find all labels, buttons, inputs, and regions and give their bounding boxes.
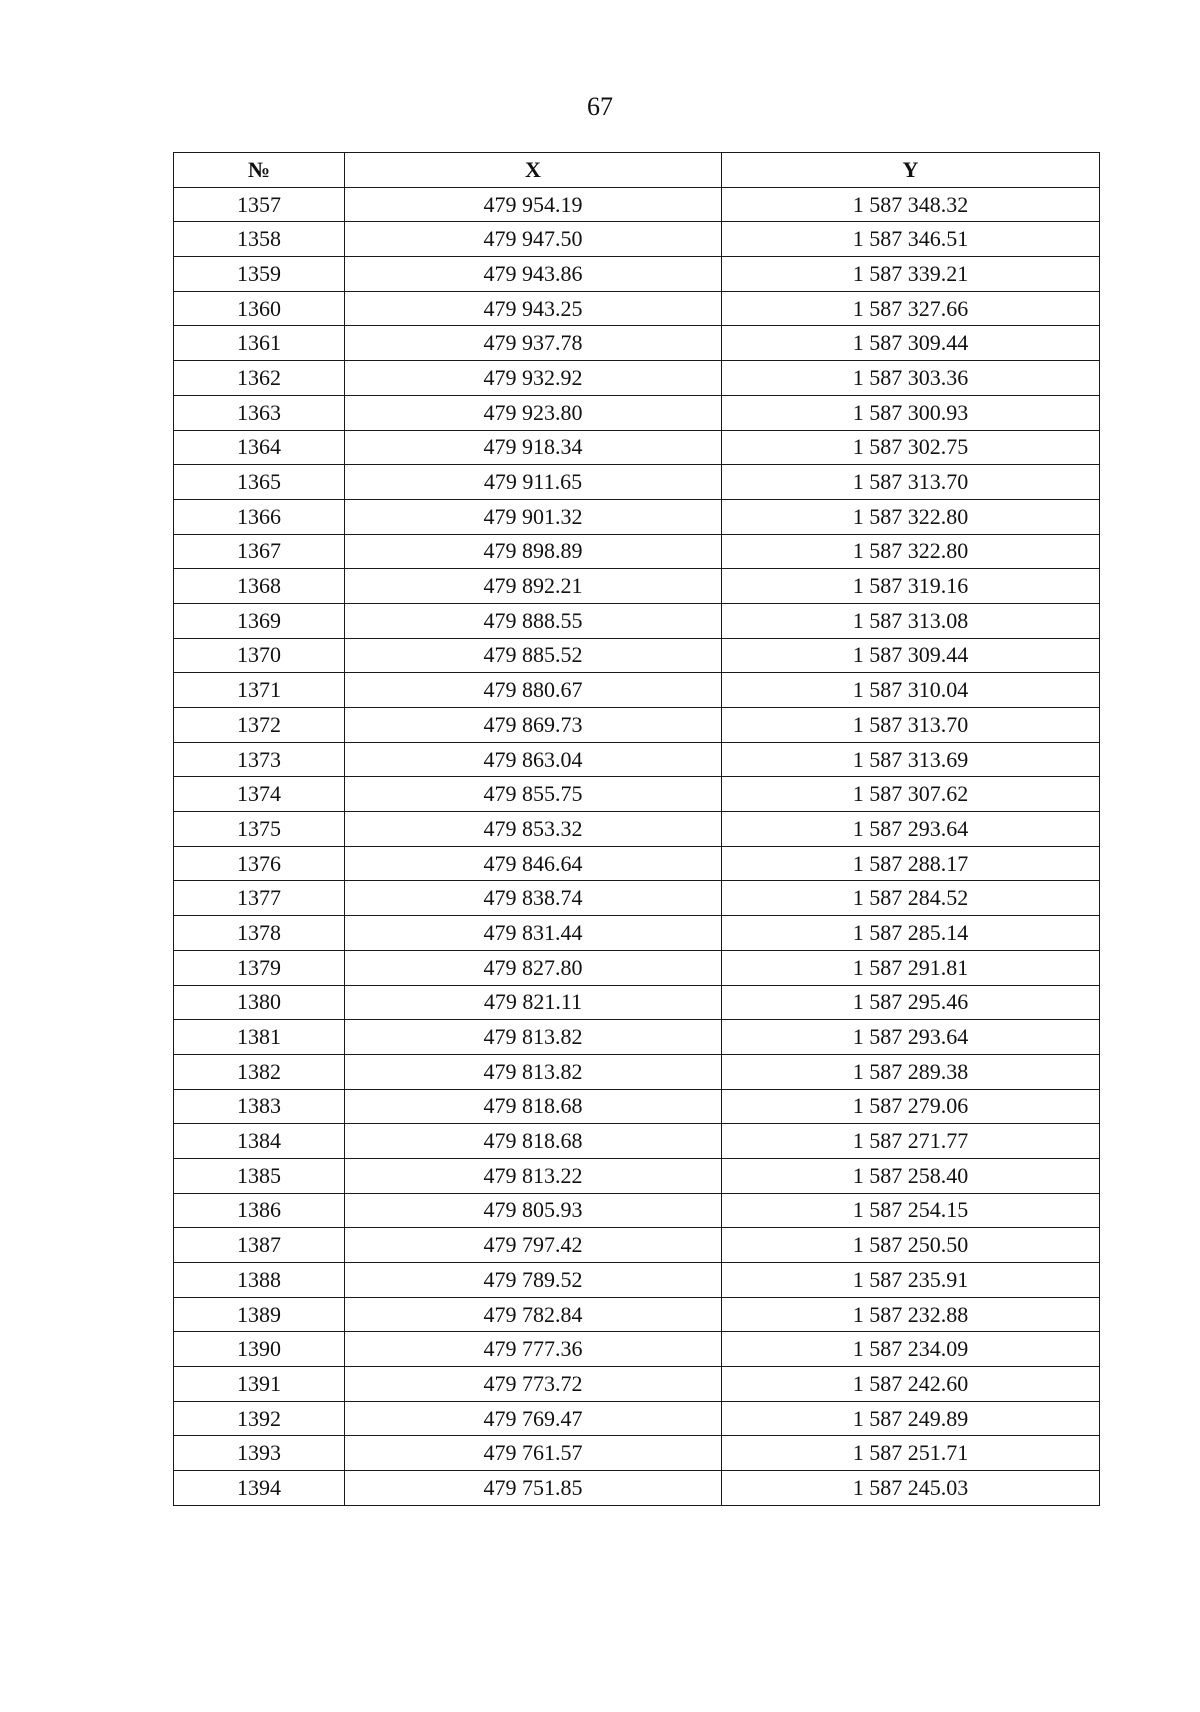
cell-x: 479 797.42 [345,1228,722,1263]
cell-x: 479 751.85 [345,1471,722,1506]
table-row [174,1263,1100,1298]
cell-x: 479 869.73 [345,708,722,743]
cell-number: 1393 [174,1436,345,1471]
cell-number: 1366 [174,499,345,534]
cell-number: 1386 [174,1193,345,1228]
cell-number: 1359 [174,257,345,292]
cell-x: 479 885.52 [345,638,722,673]
cell-x: 479 923.80 [345,395,722,430]
cell-y: 1 587 313.70 [722,708,1100,743]
cell-x: 479 918.34 [345,430,722,465]
cell-number: 1367 [174,534,345,569]
cell-y: 1 587 245.03 [722,1471,1100,1506]
cell-x: 479 827.80 [345,950,722,985]
cell-x: 479 901.32 [345,499,722,534]
cell-y: 1 587 293.64 [722,812,1100,847]
table-row [174,569,1100,604]
table-row [174,916,1100,951]
table-row [174,638,1100,673]
table-row [174,1401,1100,1436]
cell-number: 1379 [174,950,345,985]
cell-y: 1 587 284.52 [722,881,1100,916]
cell-y: 1 587 313.08 [722,603,1100,638]
header-number: № [174,153,345,188]
cell-y: 1 587 285.14 [722,916,1100,951]
table-row [174,361,1100,396]
cell-number: 1378 [174,916,345,951]
cell-number: 1357 [174,187,345,222]
cell-x: 479 943.25 [345,291,722,326]
cell-y: 1 587 258.40 [722,1158,1100,1193]
cell-y: 1 587 291.81 [722,950,1100,985]
cell-y: 1 587 251.71 [722,1436,1100,1471]
cell-number: 1371 [174,673,345,708]
cell-x: 479 853.32 [345,812,722,847]
table-row [174,1367,1100,1402]
cell-number: 1380 [174,985,345,1020]
table-row [174,1332,1100,1367]
table-row [174,465,1100,500]
table-row [174,257,1100,292]
table-row [174,673,1100,708]
table-row [174,812,1100,847]
cell-x: 479 769.47 [345,1401,722,1436]
cell-number: 1364 [174,430,345,465]
cell-y: 1 587 293.64 [722,1020,1100,1055]
cell-number: 1385 [174,1158,345,1193]
cell-y: 1 587 254.15 [722,1193,1100,1228]
cell-x: 479 805.93 [345,1193,722,1228]
cell-x: 479 880.67 [345,673,722,708]
table-row [174,985,1100,1020]
cell-x: 479 892.21 [345,569,722,604]
table-row [174,777,1100,812]
cell-number: 1375 [174,812,345,847]
cell-y: 1 587 339.21 [722,257,1100,292]
cell-number: 1370 [174,638,345,673]
cell-number: 1373 [174,742,345,777]
cell-number: 1384 [174,1124,345,1159]
cell-y: 1 587 242.60 [722,1367,1100,1402]
cell-y: 1 587 295.46 [722,985,1100,1020]
cell-y: 1 587 235.91 [722,1263,1100,1298]
cell-y: 1 587 346.51 [722,222,1100,257]
cell-x: 479 911.65 [345,465,722,500]
table-body [174,187,1100,1505]
cell-y: 1 587 303.36 [722,361,1100,396]
table-row [174,1436,1100,1471]
cell-y: 1 587 309.44 [722,638,1100,673]
table-row [174,430,1100,465]
cell-x: 479 818.68 [345,1124,722,1159]
cell-number: 1374 [174,777,345,812]
cell-x: 479 932.92 [345,361,722,396]
cell-number: 1365 [174,465,345,500]
cell-x: 479 773.72 [345,1367,722,1402]
cell-number: 1381 [174,1020,345,1055]
table-row [174,1228,1100,1263]
cell-y: 1 587 250.50 [722,1228,1100,1263]
table-header-row [174,153,1100,188]
table-row [174,291,1100,326]
table-row [174,1124,1100,1159]
cell-y: 1 587 322.80 [722,534,1100,569]
cell-x: 479 813.22 [345,1158,722,1193]
cell-y: 1 587 313.70 [722,465,1100,500]
cell-y: 1 587 302.75 [722,430,1100,465]
cell-y: 1 587 309.44 [722,326,1100,361]
cell-number: 1387 [174,1228,345,1263]
cell-x: 479 782.84 [345,1297,722,1332]
cell-x: 479 947.50 [345,222,722,257]
table-row [174,222,1100,257]
table-row [174,395,1100,430]
cell-number: 1372 [174,708,345,743]
cell-y: 1 587 234.09 [722,1332,1100,1367]
cell-y: 1 587 348.32 [722,187,1100,222]
cell-x: 479 838.74 [345,881,722,916]
cell-y: 1 587 288.17 [722,846,1100,881]
table-row [174,742,1100,777]
cell-x: 479 943.86 [345,257,722,292]
cell-number: 1363 [174,395,345,430]
cell-x: 479 954.19 [345,187,722,222]
cell-y: 1 587 322.80 [722,499,1100,534]
cell-x: 479 937.78 [345,326,722,361]
cell-x: 479 777.36 [345,1332,722,1367]
cell-x: 479 813.82 [345,1020,722,1055]
cell-number: 1360 [174,291,345,326]
cell-number: 1358 [174,222,345,257]
table-row [174,187,1100,222]
cell-number: 1383 [174,1089,345,1124]
cell-y: 1 587 289.38 [722,1054,1100,1089]
table-row [174,950,1100,985]
table-row [174,1158,1100,1193]
cell-x: 479 846.64 [345,846,722,881]
cell-x: 479 863.04 [345,742,722,777]
coordinates-table [173,152,1100,1506]
cell-number: 1394 [174,1471,345,1506]
header-y: Y [722,153,1100,188]
cell-number: 1377 [174,881,345,916]
cell-number: 1388 [174,1263,345,1298]
cell-x: 479 789.52 [345,1263,722,1298]
cell-number: 1368 [174,569,345,604]
cell-number: 1391 [174,1367,345,1402]
table-row [174,881,1100,916]
cell-x: 479 898.89 [345,534,722,569]
table-row [174,499,1100,534]
table-row [174,1089,1100,1124]
cell-y: 1 587 232.88 [722,1297,1100,1332]
header-x: X [345,153,722,188]
cell-y: 1 587 310.04 [722,673,1100,708]
cell-x: 479 818.68 [345,1089,722,1124]
table-row [174,846,1100,881]
cell-x: 479 761.57 [345,1436,722,1471]
cell-x: 479 821.11 [345,985,722,1020]
table-row [174,1193,1100,1228]
cell-y: 1 587 271.77 [722,1124,1100,1159]
cell-y: 1 587 279.06 [722,1089,1100,1124]
table-row [174,1471,1100,1506]
cell-y: 1 587 307.62 [722,777,1100,812]
cell-number: 1390 [174,1332,345,1367]
table-row [174,534,1100,569]
cell-y: 1 587 249.89 [722,1401,1100,1436]
cell-number: 1382 [174,1054,345,1089]
cell-y: 1 587 319.16 [722,569,1100,604]
cell-number: 1392 [174,1401,345,1436]
table-row [174,326,1100,361]
cell-x: 479 855.75 [345,777,722,812]
cell-y: 1 587 300.93 [722,395,1100,430]
cell-x: 479 831.44 [345,916,722,951]
table-row [174,708,1100,743]
table-row [174,603,1100,638]
cell-x: 479 888.55 [345,603,722,638]
cell-number: 1369 [174,603,345,638]
table-row [174,1054,1100,1089]
page-number: 67 [587,92,613,121]
table-row [174,1020,1100,1055]
cell-x: 479 813.82 [345,1054,722,1089]
table-row [174,1297,1100,1332]
table-header [174,153,1100,188]
cell-number: 1389 [174,1297,345,1332]
cell-y: 1 587 313.69 [722,742,1100,777]
cell-y: 1 587 327.66 [722,291,1100,326]
cell-number: 1376 [174,846,345,881]
cell-number: 1362 [174,361,345,396]
cell-number: 1361 [174,326,345,361]
